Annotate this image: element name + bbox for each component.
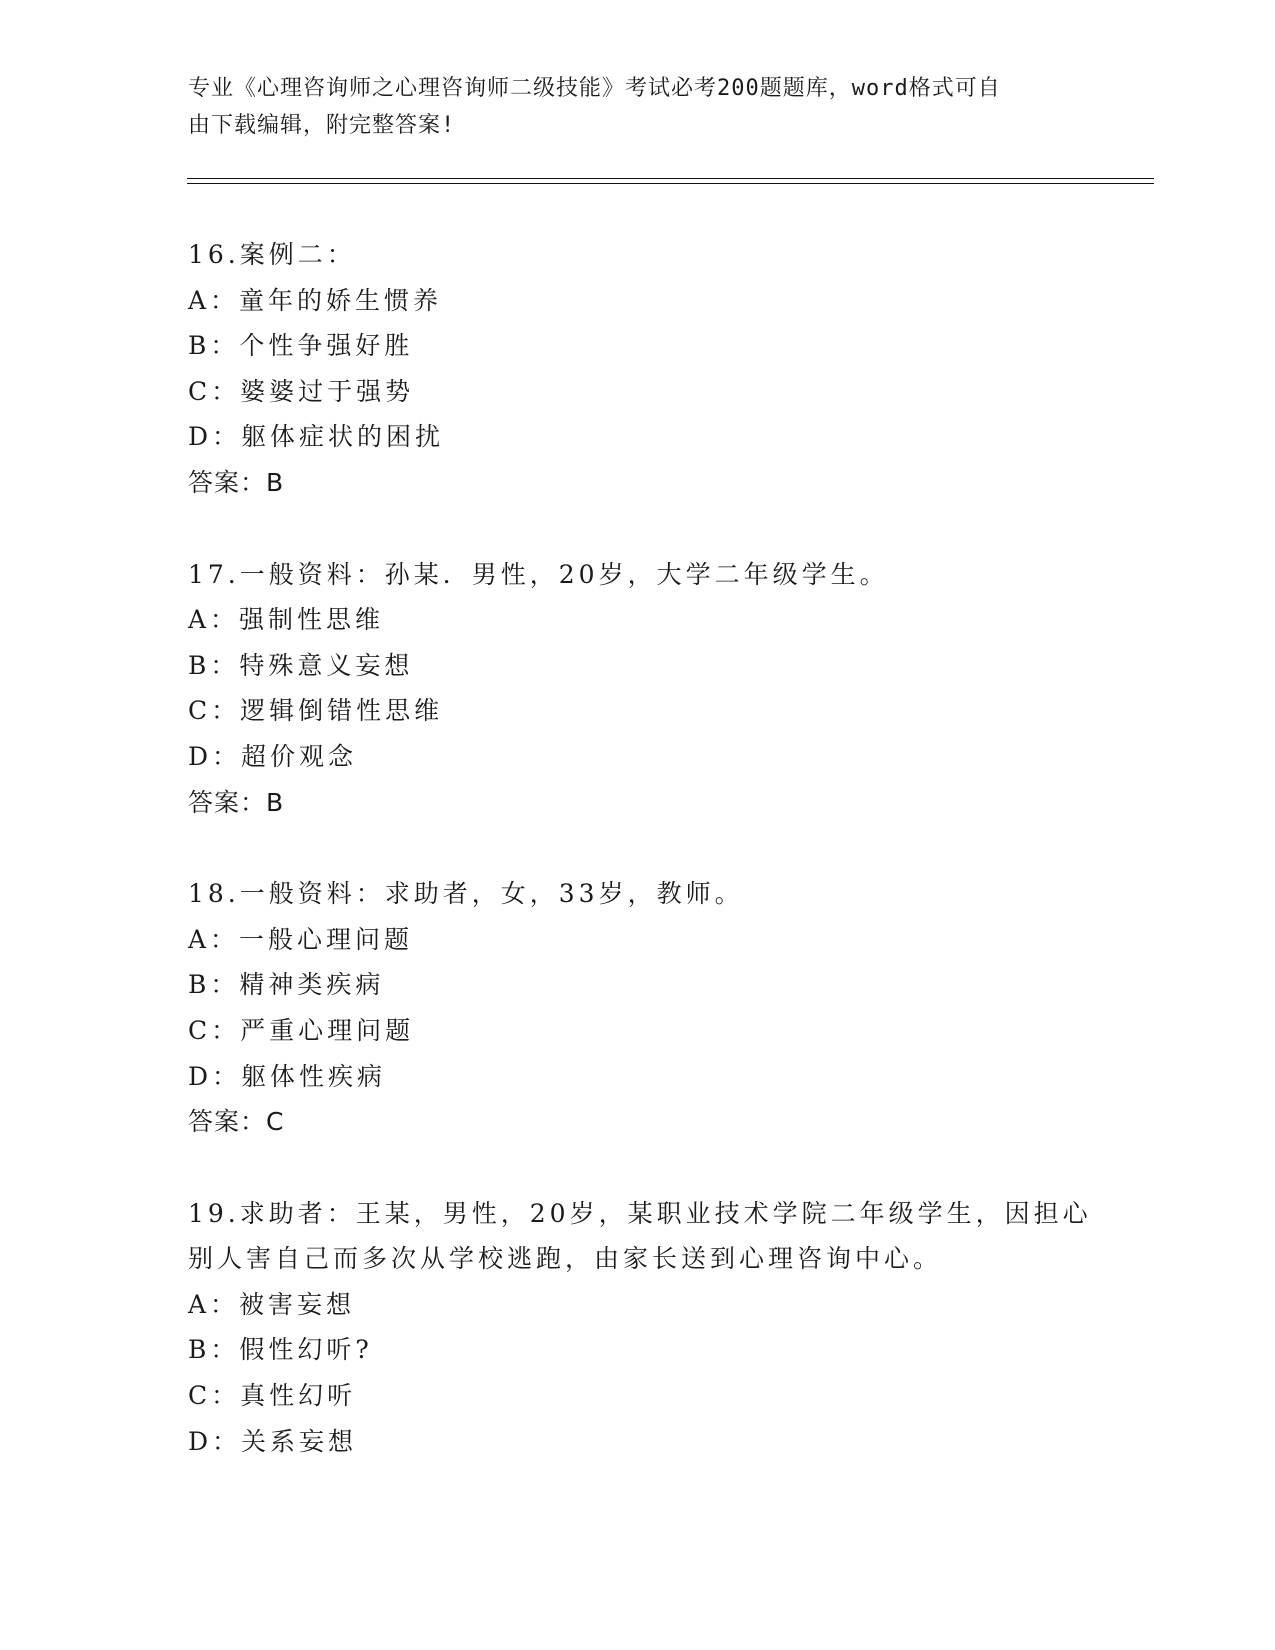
option-a: A：一般心理问题 xyxy=(188,924,414,954)
question-stem-line: 别人害自己而多次从学校逃跑，由家长送到心理咨询中心。 xyxy=(188,1244,943,1274)
question-stem-line: 16.案例二： xyxy=(188,240,356,269)
option-d: D：躯体症状的困扰 xyxy=(188,422,445,452)
option-b: B：特殊意义妄想 xyxy=(188,650,414,680)
option-d: D：超价观念 xyxy=(188,741,358,771)
option-b: B：个性争强好胜 xyxy=(188,331,414,361)
option-c: C：婆婆过于强势 xyxy=(188,376,415,406)
option-d: D：躯体性疾病 xyxy=(188,1061,387,1091)
option-a: A：童年的娇生惯养 xyxy=(188,285,443,315)
header-line-2: 由下载编辑，附完整答案! xyxy=(188,113,456,138)
document-header xyxy=(188,70,1088,144)
answer-line: 答案：B xyxy=(188,787,285,817)
question-stem-line: 19.求助者：王某，男性，20岁，某职业技术学院二年级学生，因担心 xyxy=(188,1198,1092,1228)
question-16 xyxy=(188,232,1088,506)
option-c: C：严重心理问题 xyxy=(188,1015,415,1045)
option-b: B：精神类疾病 xyxy=(188,970,385,1000)
answer-line: 答案：B xyxy=(188,467,285,497)
option-d: D：关系妄想 xyxy=(188,1426,358,1456)
question-17 xyxy=(188,552,1088,826)
question-stem xyxy=(188,232,1088,278)
question-stem-line: 17.一般资料：孙某．男性，20岁，大学二年级学生。 xyxy=(188,559,889,589)
header-line-1: 专业《心理咨询师之心理咨询师二级技能》考试必考200题题库，word格式可自 xyxy=(188,76,1001,101)
question-stem xyxy=(188,871,1088,917)
question-stem xyxy=(188,1191,1092,1282)
answer-line: 答案：C xyxy=(188,1107,285,1137)
option-b: B：假性幻听? xyxy=(188,1335,373,1365)
option-c: C：逻辑倒错性思维 xyxy=(188,696,444,726)
question-stem-line: 18.一般资料：求助者，女，33岁，教师。 xyxy=(188,879,744,909)
option-a: A：被害妄想 xyxy=(188,1289,356,1319)
question-stem xyxy=(188,552,1088,598)
question-18 xyxy=(188,871,1088,1145)
question-19 xyxy=(188,1191,1092,1465)
header-divider-top xyxy=(187,178,1154,179)
question-list xyxy=(188,232,1092,1510)
option-c: C：真性幻听 xyxy=(188,1381,357,1411)
option-a: A：强制性思维 xyxy=(188,605,385,635)
header-divider-bottom xyxy=(187,183,1154,184)
